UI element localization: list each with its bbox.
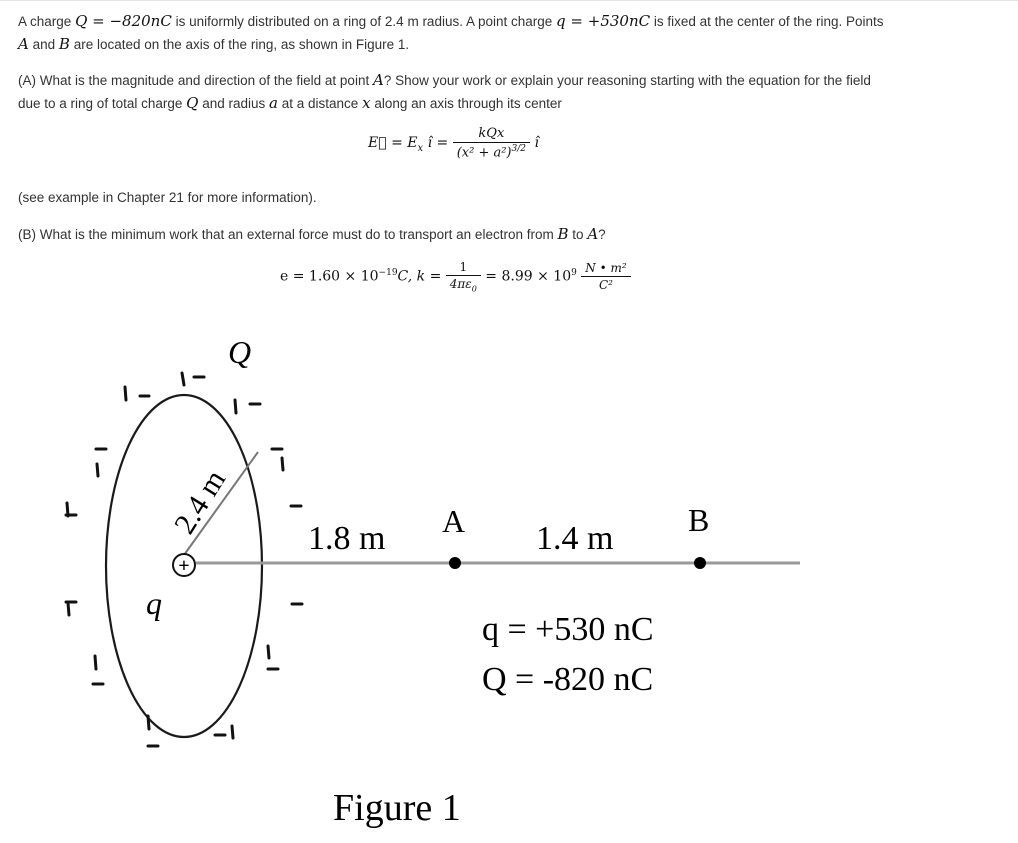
see-example-text: (see example in Chapter 21 for more information).	[18, 190, 317, 205]
part-b-text: to	[572, 227, 584, 242]
k-value: = 8.99 × 10	[485, 268, 572, 285]
Q-expression: Q = −820nC	[75, 12, 172, 30]
distance-B-label: 1.4 m	[536, 520, 614, 557]
A-symbol: A	[587, 225, 599, 243]
eq-subscript: x	[417, 142, 424, 154]
part-a-text: ? Show your work or explain your reasoning starting with the equation for the field	[383, 73, 871, 88]
x-symbol: x	[362, 94, 371, 112]
k-numerator: 1	[446, 260, 481, 276]
eq-unit-vector: î =	[427, 135, 449, 152]
B-symbol: B	[58, 35, 70, 53]
q-expression: q = +530nC	[556, 12, 651, 30]
A-symbol: A	[18, 35, 29, 53]
exponent: 9	[571, 268, 577, 279]
electron-charge: e = 1.60 × 10	[280, 268, 379, 285]
k-den-text: 4πε	[449, 277, 472, 291]
part-a-text: and radius	[202, 96, 266, 111]
intro-text: is uniformly distributed on a ring of 2.4 m radius. A point charge	[175, 14, 553, 29]
B-label: B	[688, 502, 710, 538]
eq-den-exponent: 3/2	[511, 144, 526, 154]
Q-symbol: Q	[186, 94, 199, 112]
units-denominator: C²	[599, 278, 613, 293]
k-symbol: C, k =	[397, 268, 442, 285]
part-b-text: ?	[598, 227, 606, 242]
B-symbol: B	[557, 225, 569, 243]
radius-label: 2.4 m	[167, 464, 233, 540]
k-den-subscript: 0	[471, 284, 477, 294]
Q-value-label: Q = -820 nC	[482, 661, 654, 698]
intro-text: and	[32, 37, 56, 52]
eq-rhs: î	[534, 135, 539, 152]
plus-sign: +	[178, 555, 190, 577]
q-value-label: q = +530 nC	[482, 611, 654, 648]
distance-A-label: 1.8 m	[308, 520, 386, 557]
intro-text: are located on the axis of the ring, as shown in Figure 1.	[73, 37, 410, 52]
A-symbol: A	[372, 71, 384, 89]
part-a-text: at a distance	[281, 96, 359, 111]
center-charge-label: q	[146, 585, 162, 621]
part-b-text: (B) What is the minimum work that an external force must do to transport an electron from	[18, 227, 554, 242]
eq-numerator: kQx	[453, 126, 530, 143]
point-A	[449, 557, 461, 569]
eq-den-text: (x² + a²)	[456, 145, 512, 161]
part-a-text: (A) What is the magnitude and direction of the field at point	[18, 73, 370, 88]
intro-text: A charge	[18, 14, 72, 29]
a-symbol: a	[269, 94, 278, 112]
part-a-text: due to a ring of total charge	[18, 96, 183, 111]
exponent: −19	[378, 268, 398, 279]
eq-lhs: E⃗ = E	[368, 135, 418, 152]
figure-caption: Figure 1	[333, 787, 461, 829]
part-a-text: along an axis through its center	[374, 96, 562, 111]
point-B	[694, 557, 706, 569]
A-label: A	[442, 503, 466, 539]
intro-text: is fixed at the center of the ring. Points	[653, 14, 884, 29]
units-numerator: N • m²	[581, 261, 630, 277]
ring-charge-label: Q	[228, 334, 252, 370]
